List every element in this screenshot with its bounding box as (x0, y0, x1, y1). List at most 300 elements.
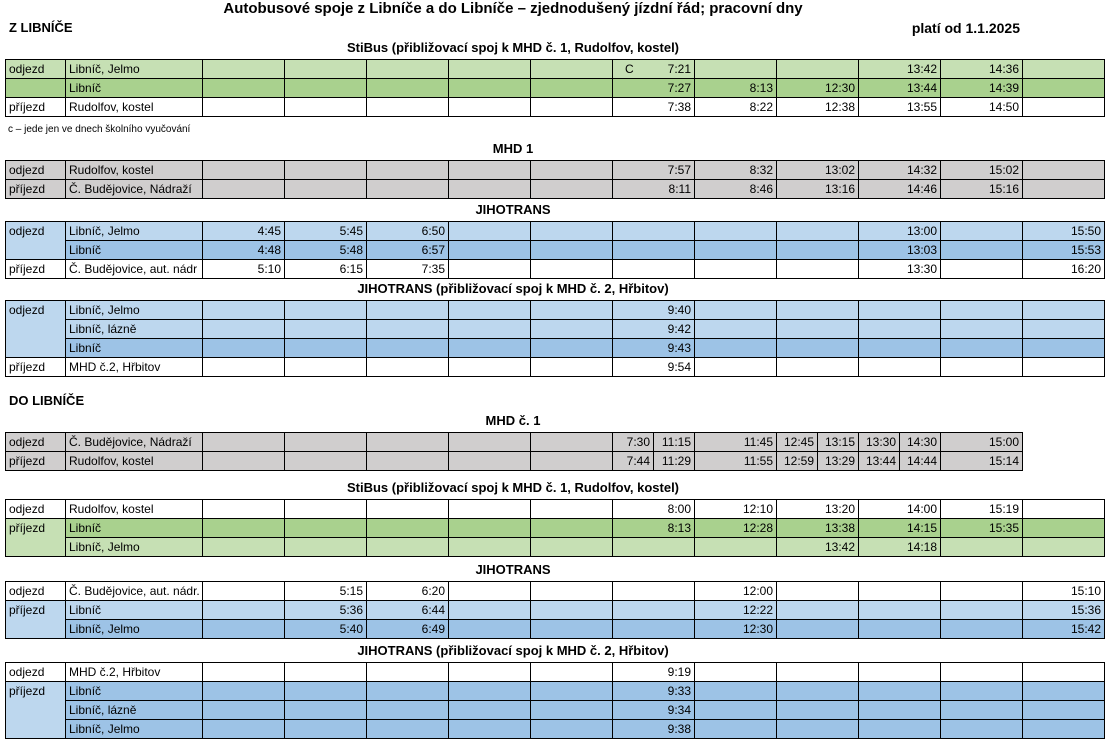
time-cell (695, 222, 777, 241)
time-cell: 5:40 (285, 620, 367, 639)
time-cell (941, 222, 1023, 241)
time-cell: 4:48 (203, 241, 285, 260)
time-cell (449, 433, 531, 452)
time-cell (531, 320, 613, 339)
block-title: MHD 1 (492, 141, 534, 156)
time-cell: 15:10 (1023, 582, 1105, 601)
time-cell: 9:42 (613, 320, 695, 339)
timetable-row (6, 358, 1105, 377)
time-cell: 7:30 (613, 433, 654, 452)
time-cell (203, 601, 285, 620)
direction-label: odjezd (6, 500, 66, 519)
direction-label: příjezd (6, 519, 66, 557)
stop-name: Libníč, Jelmo (66, 620, 203, 639)
time-cell (941, 538, 1023, 557)
time-cell: 14:30 (900, 433, 941, 452)
time-cell (285, 320, 367, 339)
time-cell (531, 358, 613, 377)
direction-label: odjezd (6, 161, 66, 180)
time-cell: 9:54 (613, 358, 695, 377)
time-cell (1023, 663, 1105, 682)
time-cell: 5:36 (285, 601, 367, 620)
time-cell (449, 601, 531, 620)
timetable-row (6, 519, 1105, 538)
stop-name: Libníč, Jelmo (66, 301, 203, 320)
time-cell: 8:13 (695, 79, 777, 98)
time-cell (203, 720, 285, 739)
time-cell (859, 701, 941, 720)
time-cell: 7:57 (613, 161, 695, 180)
time-cell (449, 339, 531, 358)
time-cell: 14:18 (859, 538, 941, 557)
page-title: Autobusové spoje z Libníče a do Libníče – zjednodušený jízdní řád; pracovní dny (223, 0, 803, 17)
timetable-row (6, 79, 1105, 98)
time-cell: 7:27 (613, 79, 695, 98)
time-cell: 12:10 (695, 500, 777, 519)
timetable-row (6, 98, 1105, 117)
time-cell (203, 582, 285, 601)
time-cell (1023, 180, 1105, 199)
timetable-row (6, 720, 1105, 739)
direction-label: příjezd (6, 452, 66, 471)
time-cell (941, 601, 1023, 620)
time-cell (203, 60, 285, 79)
timetable-row (6, 222, 1105, 241)
time-cell (531, 301, 613, 320)
time-cell (859, 320, 941, 339)
time-cell: 13:20 (777, 500, 859, 519)
time-cell (941, 720, 1023, 739)
time-cell (695, 339, 777, 358)
time-cell (777, 320, 859, 339)
time-cell (695, 720, 777, 739)
block-title: JIHOTRANS (přibližovací spoj k MHD č. 2, Hřbitov) (357, 281, 669, 296)
time-cell (531, 620, 613, 639)
timetable-row (6, 663, 1105, 682)
time-cell (613, 601, 695, 620)
time-cell (203, 301, 285, 320)
time-cell: 9:19 (613, 663, 695, 682)
time-cell: 13:42 (777, 538, 859, 557)
timetable-mhd1-from (5, 160, 1105, 199)
time-cell (1023, 98, 1105, 117)
time-cell (1023, 720, 1105, 739)
time-cell (859, 301, 941, 320)
time-cell: 4:45 (203, 222, 285, 241)
time-cell: 13:42 (859, 60, 941, 79)
time-cell (613, 538, 695, 557)
time-cell: 13:38 (777, 519, 859, 538)
stop-name: Rudolfov, kostel (66, 500, 203, 519)
section-to-libnic: DO LIBNÍČE (9, 393, 85, 408)
time-cell (531, 601, 613, 620)
time-cell (1023, 320, 1105, 339)
time-cell (777, 701, 859, 720)
time-cell (613, 582, 695, 601)
time-cell: 13:02 (777, 161, 859, 180)
stop-name: Libníč (66, 241, 203, 260)
time-cell (285, 720, 367, 739)
time-cell (941, 582, 1023, 601)
time-cell (695, 682, 777, 701)
block-title: JIHOTRANS (475, 562, 551, 577)
time-cell (777, 720, 859, 739)
time-cell: 11:15 (654, 433, 695, 452)
time-cell (941, 241, 1023, 260)
direction-label: příjezd (6, 260, 66, 279)
time-cell (777, 60, 859, 79)
time-cell (1023, 161, 1105, 180)
time-cell (203, 180, 285, 199)
timetable-row (6, 339, 1105, 358)
time-cell (367, 433, 449, 452)
time-cell (367, 701, 449, 720)
time-cell (367, 339, 449, 358)
timetable-row (6, 682, 1105, 701)
time-cell (203, 161, 285, 180)
block-title: MHD č. 1 (485, 413, 541, 428)
time-cell: 9:33 (613, 682, 695, 701)
time-cell (531, 538, 613, 557)
direction-label: odjezd (6, 433, 66, 452)
time-cell (777, 301, 859, 320)
time-cell (777, 358, 859, 377)
time-cell (203, 620, 285, 639)
time-cell: 12:30 (695, 620, 777, 639)
time-cell (285, 433, 367, 452)
stop-name: Libníč, Jelmo (66, 222, 203, 241)
time-cell (531, 720, 613, 739)
direction-label: příjezd (6, 682, 66, 739)
time-cell (941, 620, 1023, 639)
time-cell (695, 663, 777, 682)
timetable-row (6, 538, 1105, 557)
time-cell (203, 98, 285, 117)
time-cell (531, 582, 613, 601)
time-cell: 15:14 (941, 452, 1023, 471)
time-cell (777, 620, 859, 639)
timetable-row (6, 433, 1023, 452)
time-cell: 14:15 (859, 519, 941, 538)
time-cell: 12:45 (777, 433, 818, 452)
time-cell: 12:28 (695, 519, 777, 538)
time-cell (203, 500, 285, 519)
time-cell: 5:45 (285, 222, 367, 241)
timetable-jihotrans2-to (5, 662, 1105, 739)
time-cell (1023, 538, 1105, 557)
stop-name: Č. Budějovice, Nádraží (66, 433, 203, 452)
time-cell (859, 601, 941, 620)
direction-label: odjezd (6, 222, 66, 260)
block-title: StiBus (přibližovací spoj k MHD č. 1, Rudolfov, kostel) (346, 480, 680, 495)
time-cell: 12:59 (777, 452, 818, 471)
time-cell (1023, 339, 1105, 358)
stop-name: Libníč (66, 79, 203, 98)
time-cell (449, 320, 531, 339)
timetable-row (6, 620, 1105, 639)
direction-label: odjezd (6, 663, 66, 682)
stop-name: Libníč, Jelmo (66, 60, 203, 79)
time-cell: 5:48 (285, 241, 367, 260)
time-cell (531, 500, 613, 519)
time-cell (449, 301, 531, 320)
block-title: JIHOTRANS (přibližovací spoj k MHD č. 2, Hřbitov) (357, 643, 669, 658)
time-cell (777, 260, 859, 279)
time-cell: 15:36 (1023, 601, 1105, 620)
time-cell (449, 701, 531, 720)
time-cell (367, 452, 449, 471)
time-cell (941, 320, 1023, 339)
time-cell (285, 98, 367, 117)
time-cell (449, 720, 531, 739)
time-cell (285, 180, 367, 199)
stop-name: Rudolfov, kostel (66, 452, 203, 471)
time-cell (1023, 500, 1105, 519)
time-cell (285, 701, 367, 720)
direction-label: příjezd (6, 98, 66, 117)
timetable-row (6, 701, 1105, 720)
time-cell (777, 222, 859, 241)
timetable-row (6, 452, 1023, 471)
time-cell: 15:50 (1023, 222, 1105, 241)
time-cell (531, 452, 613, 471)
time-cell: 12:22 (695, 601, 777, 620)
timetable-row (6, 241, 1105, 260)
time-cell (285, 339, 367, 358)
time-cell (941, 358, 1023, 377)
time-cell: 8:00 (613, 500, 695, 519)
time-cell (531, 519, 613, 538)
stop-name: Rudolfov, kostel (66, 161, 203, 180)
time-cell (449, 222, 531, 241)
time-cell (203, 519, 285, 538)
time-cell: 6:57 (367, 241, 449, 260)
school-days-note: c – jede jen ve dnech školního vyučování (8, 124, 191, 135)
time-cell (449, 538, 531, 557)
timetable-mhd1-to (5, 432, 1023, 471)
stop-name: Č. Budějovice, aut. nádr. (66, 582, 203, 601)
stop-name: Libníč (66, 519, 203, 538)
time-cell: 9:34 (613, 701, 695, 720)
time-cell (285, 682, 367, 701)
time-cell (285, 663, 367, 682)
time-cell (531, 180, 613, 199)
time-cell (531, 433, 613, 452)
time-cell: 8:11 (613, 180, 695, 199)
direction-label: odjezd (6, 301, 66, 358)
time-cell (941, 663, 1023, 682)
time-cell (449, 98, 531, 117)
time-cell (695, 60, 777, 79)
time-cell: 13:16 (777, 180, 859, 199)
time-cell (695, 538, 777, 557)
timetable-stibus-from (5, 59, 1105, 117)
time-cell (367, 538, 449, 557)
timetable-row (6, 161, 1105, 180)
time-cell (203, 358, 285, 377)
time-cell (777, 339, 859, 358)
stop-name: MHD č.2, Hřbitov (66, 663, 203, 682)
time-cell (203, 682, 285, 701)
time-cell: 8:46 (695, 180, 777, 199)
direction-label: příjezd (6, 180, 66, 199)
time-cell (367, 720, 449, 739)
time-cell: 16:20 (1023, 260, 1105, 279)
time-cell (449, 79, 531, 98)
time-cell: 9:43 (613, 339, 695, 358)
timetable-row (6, 601, 1105, 620)
time-cell (1023, 358, 1105, 377)
time-cell (777, 682, 859, 701)
block-title: StiBus (přibližovací spoj k MHD č. 1, Rudolfov, kostel) (346, 40, 680, 55)
timetable-row (6, 500, 1105, 519)
timetable-row (6, 582, 1105, 601)
time-cell: 15:19 (941, 500, 1023, 519)
time-cell (531, 682, 613, 701)
time-cell: 8:22 (695, 98, 777, 117)
time-cell-flagged (613, 60, 695, 79)
time-cell (449, 682, 531, 701)
time-cell (449, 582, 531, 601)
time-cell (859, 620, 941, 639)
time-cell (531, 98, 613, 117)
time-cell: 13:44 (859, 452, 900, 471)
time-cell: 14:00 (859, 500, 941, 519)
stop-name: Libníč (66, 601, 203, 620)
timetable-jihotrans-to (5, 581, 1105, 639)
time-cell (367, 358, 449, 377)
time-cell (695, 701, 777, 720)
stop-name: Libníč (66, 339, 203, 358)
time-cell (285, 358, 367, 377)
direction-label (6, 79, 66, 98)
stop-name: Č. Budějovice, Nádraží (66, 180, 203, 199)
time-cell (285, 161, 367, 180)
time-cell: 13:44 (859, 79, 941, 98)
time-cell (859, 358, 941, 377)
time-cell (531, 60, 613, 79)
departure-time: 7:21 (667, 62, 691, 76)
time-cell: 5:10 (203, 260, 285, 279)
stop-name: Libníč (66, 682, 203, 701)
time-cell (367, 161, 449, 180)
time-cell (1023, 301, 1105, 320)
time-cell (531, 222, 613, 241)
time-cell (941, 339, 1023, 358)
time-cell (203, 433, 285, 452)
time-cell (1023, 519, 1105, 538)
direction-label: odjezd (6, 60, 66, 79)
time-cell: 15:53 (1023, 241, 1105, 260)
time-cell (285, 79, 367, 98)
time-cell (285, 519, 367, 538)
time-cell (367, 79, 449, 98)
time-cell (449, 500, 531, 519)
timetable-jihotrans-from (5, 221, 1105, 279)
time-cell (941, 682, 1023, 701)
time-cell (449, 620, 531, 639)
time-cell (203, 538, 285, 557)
time-cell (531, 161, 613, 180)
time-cell (531, 241, 613, 260)
time-cell (367, 301, 449, 320)
time-cell (531, 339, 613, 358)
time-cell: 13:30 (859, 433, 900, 452)
time-cell (449, 180, 531, 199)
timetable-row (6, 60, 1105, 79)
time-cell (449, 161, 531, 180)
time-cell (203, 79, 285, 98)
time-cell (859, 720, 941, 739)
time-cell (613, 620, 695, 639)
time-cell (695, 241, 777, 260)
time-cell (695, 260, 777, 279)
time-cell (859, 582, 941, 601)
time-cell: 15:35 (941, 519, 1023, 538)
time-cell (613, 241, 695, 260)
block-title: JIHOTRANS (475, 202, 551, 217)
stop-name: Rudolfov, kostel (66, 98, 203, 117)
time-cell (367, 60, 449, 79)
time-cell: 7:44 (613, 452, 654, 471)
direction-label: příjezd (6, 358, 66, 377)
timetable-row (6, 320, 1105, 339)
time-cell: 11:55 (695, 452, 777, 471)
time-cell: 13:30 (859, 260, 941, 279)
direction-label: odjezd (6, 582, 66, 601)
time-cell (859, 339, 941, 358)
time-cell: 11:45 (695, 433, 777, 452)
time-cell: 14:50 (941, 98, 1023, 117)
time-cell (203, 663, 285, 682)
time-cell: 8:13 (613, 519, 695, 538)
stop-name: MHD č.2, Hřbitov (66, 358, 203, 377)
time-cell (777, 241, 859, 260)
time-cell (941, 301, 1023, 320)
time-cell (367, 500, 449, 519)
time-cell (941, 260, 1023, 279)
time-cell (941, 701, 1023, 720)
stop-name: Libníč, Jelmo (66, 720, 203, 739)
time-cell: 5:15 (285, 582, 367, 601)
time-cell (1023, 60, 1105, 79)
timetable-row (6, 180, 1105, 199)
time-cell: 11:29 (654, 452, 695, 471)
time-cell: 13:29 (818, 452, 859, 471)
time-cell: 14:44 (900, 452, 941, 471)
time-cell (531, 260, 613, 279)
time-cell (449, 260, 531, 279)
time-cell (285, 452, 367, 471)
time-cell: 6:49 (367, 620, 449, 639)
stop-name: Libníč, lázně (66, 701, 203, 720)
time-cell: 6:50 (367, 222, 449, 241)
time-cell (203, 320, 285, 339)
time-cell (449, 241, 531, 260)
time-cell: 15:42 (1023, 620, 1105, 639)
time-cell (449, 60, 531, 79)
time-cell: 7:38 (613, 98, 695, 117)
time-cell (449, 358, 531, 377)
time-cell: 14:32 (859, 161, 941, 180)
timetable-row (6, 301, 1105, 320)
time-cell (531, 79, 613, 98)
school-day-flag: C (625, 62, 634, 76)
time-cell: 6:44 (367, 601, 449, 620)
time-cell: 9:38 (613, 720, 695, 739)
direction-label: příjezd (6, 601, 66, 639)
time-cell (695, 358, 777, 377)
